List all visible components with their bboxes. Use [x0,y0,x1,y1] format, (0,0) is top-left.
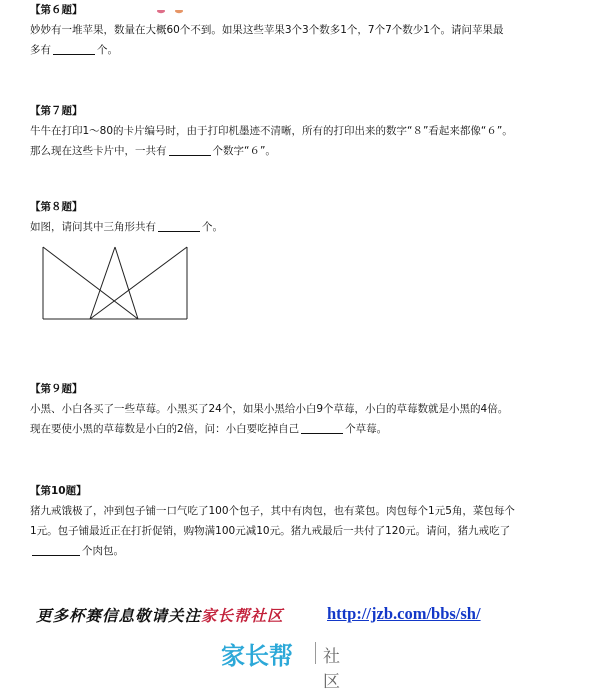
answer-blank [53,42,95,55]
promo-brand: 家长帮社区 [201,606,284,625]
problem-title: 【第８题】 [30,201,83,213]
figure-edge [90,247,187,319]
figure-edge [90,247,115,319]
problem-6 [30,0,560,60]
problem-text: 现在要使小黑的草莓数是小白的2倍，问：小白要吃掉自己 [30,423,300,435]
promo-text [36,604,284,626]
problem-text: 多有 [30,44,51,56]
logo-divider [315,642,316,664]
logo-subtitle: 社区 [323,647,340,692]
triangle-figure [40,245,192,325]
answer-blank [158,219,200,232]
problem-text: 个草莓。 [345,423,388,435]
promo-link[interactable]: http://jzb.com/bbs/sh/ [327,604,481,623]
answer-blank [32,543,80,556]
answer-blank [301,421,343,434]
answer-blank [169,143,211,156]
problem-9 [30,379,560,439]
problem-text: 个。 [97,44,118,56]
problem-text-line [30,541,560,561]
problem-text: 牛牛在打印1～80的卡片编号时，由于打印机墨迹不清晰，所有的打印出来的数字“８”看起来都像“６”。 [30,125,513,137]
problem-text: 个肉包。 [82,545,124,557]
triangle-figure-drawing [40,245,192,321]
logo-wordmark: 家长帮 [221,642,293,670]
problem-text: 如图，请问其中三角形共有 [30,221,156,233]
footer-promo [0,603,590,627]
problem-10 [30,481,560,561]
problem-text: 1元。包子铺最近正在打折促销，购物满100元减10元。猪九戒最后一共付了120元。请问，猪九戒吃了 [30,525,511,537]
problem-7 [30,101,560,161]
problem-text-line [30,217,560,237]
problem-text-line [30,40,560,60]
problem-title: 【第７题】 [30,105,83,117]
problem-text: 个。 [202,221,223,233]
problem-text: 个数字“６”。 [212,145,276,157]
figure-edge [43,247,138,319]
problem-text: 妙妙有一堆苹果，数量在大概60个不到。如果这些苹果3个3个数多1个，7个7个数少1个。请问苹果最 [30,24,504,36]
figure-edge [115,247,138,319]
problem-text-line [30,419,560,439]
problem-text: 猪九戒饿极了，冲到包子铺一口气吃了100个包子，其中有肉包，也有菜包。肉包每个1元5角，菜包每个 [30,505,515,517]
problem-8 [30,197,560,237]
problem-text: 小黑、小白各买了一些草莓。小黑买了24个，如果小黑给小白9个草莓，小白的草莓数就是小黑的4倍。 [30,403,509,415]
promo-text-main: 更多杯赛信息敬请关注 [36,606,202,625]
problem-title: 【第10题】 [30,485,87,497]
problem-title: 【第６题】 [30,4,83,16]
problem-title: 【第９题】 [30,383,83,395]
problem-text-line [30,141,560,161]
problem-text: 那么现在这些卡片中，一共有 [30,145,167,157]
